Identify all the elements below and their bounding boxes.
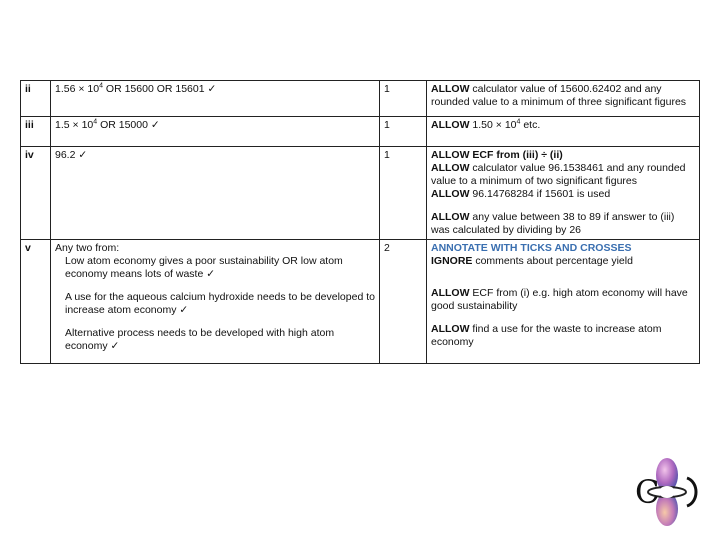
guidance-line — [431, 211, 695, 237]
guidance-cell — [427, 81, 700, 117]
guidance-keyword: ALLOW — [431, 211, 470, 223]
guidance-text: comments about percentage yield — [472, 255, 633, 267]
guidance-line — [431, 188, 695, 201]
mark-scheme-table — [20, 80, 700, 364]
answer-exponent: 4 — [93, 118, 98, 126]
answer-cell — [51, 240, 380, 364]
guidance-line: ALLOW ECF from (iii) ÷ (ii) — [431, 149, 563, 161]
question-part: iii — [21, 117, 51, 147]
guidance-cell — [427, 147, 700, 240]
answer-text: OR 15000 ✓ — [97, 119, 160, 131]
question-part: iv — [21, 147, 51, 240]
guidance-highlight: ANNOTATE WITH TICKS AND CROSSES — [431, 242, 632, 254]
table-row — [21, 117, 700, 147]
guidance-keyword: ALLOW — [431, 119, 470, 131]
guidance-keyword: IGNORE — [431, 255, 473, 267]
guidance-exponent: 4 — [516, 118, 521, 126]
answer-text: 1.5 × 10 — [55, 119, 94, 131]
question-part: v — [21, 240, 51, 364]
answer-cell — [51, 117, 380, 147]
guidance-text: etc. — [520, 119, 541, 131]
answer-point: A use for the aqueous calcium hydroxide needs to be developed to increase atom economy ✓ — [65, 291, 375, 316]
guidance-keyword: ALLOW — [431, 162, 470, 174]
table-row — [21, 240, 700, 364]
question-part: ii — [21, 81, 51, 117]
orbital-core — [659, 486, 675, 498]
answer-text: 1.56 × 10 — [55, 83, 100, 95]
logo-letter: C — [635, 473, 660, 511]
guidance-keyword: ALLOW — [431, 83, 470, 95]
answer-cell — [51, 81, 380, 117]
guidance-line — [431, 323, 695, 349]
marks-cell: 1 — [380, 147, 427, 240]
guidance-keyword: ALLOW — [431, 188, 470, 200]
guidance-line — [431, 162, 695, 188]
guidance-text: calculator value 96.1538461 and any rounded value to a minimum of two significant figures — [431, 162, 686, 187]
marks-cell: 1 — [380, 117, 427, 147]
guidance-text: 1.50 × 10 — [469, 119, 517, 131]
guidance-line — [431, 255, 695, 268]
table-row — [21, 147, 700, 240]
answer-exponent: 4 — [99, 82, 103, 90]
answer-point: Alternative process needs to be developed with high atom economy ✓ — [65, 327, 335, 352]
guidance-text: 96.14768284 if 15601 is used — [469, 188, 611, 200]
answer-point: Low atom economy gives a poor sustainability OR low atom economy means lots of waste ✓ — [65, 255, 343, 280]
answer-cell: 96.2 ✓ — [51, 147, 380, 240]
guidance-cell — [427, 117, 700, 147]
guidance-keyword: ALLOW — [431, 323, 470, 335]
guidance-text: find a use for the waste to increase atom economy — [431, 323, 662, 348]
guidance-line — [431, 83, 695, 109]
table-row — [21, 81, 700, 117]
answer-text: OR 15600 OR 15601 ✓ — [103, 83, 217, 95]
guidance-text: calculator value of 15600.62402 and any rounded value to a minimum of three significant figures — [431, 83, 687, 108]
logo-bracket — [687, 478, 696, 506]
marks-cell: 2 — [380, 240, 427, 364]
guidance-text: any value between 38 to 89 if answer to (iii) was calculated by dividing by 26 — [431, 211, 675, 236]
answer-intro: Any two from: — [55, 242, 120, 254]
guidance-cell — [427, 240, 700, 364]
orbital-logo — [632, 456, 702, 528]
marks-cell: 1 — [380, 81, 427, 117]
guidance-line — [431, 287, 695, 313]
guidance-keyword: ALLOW — [431, 287, 470, 299]
guidance-text: ECF from (i) e.g. high atom economy will have good sustainability — [431, 287, 688, 312]
